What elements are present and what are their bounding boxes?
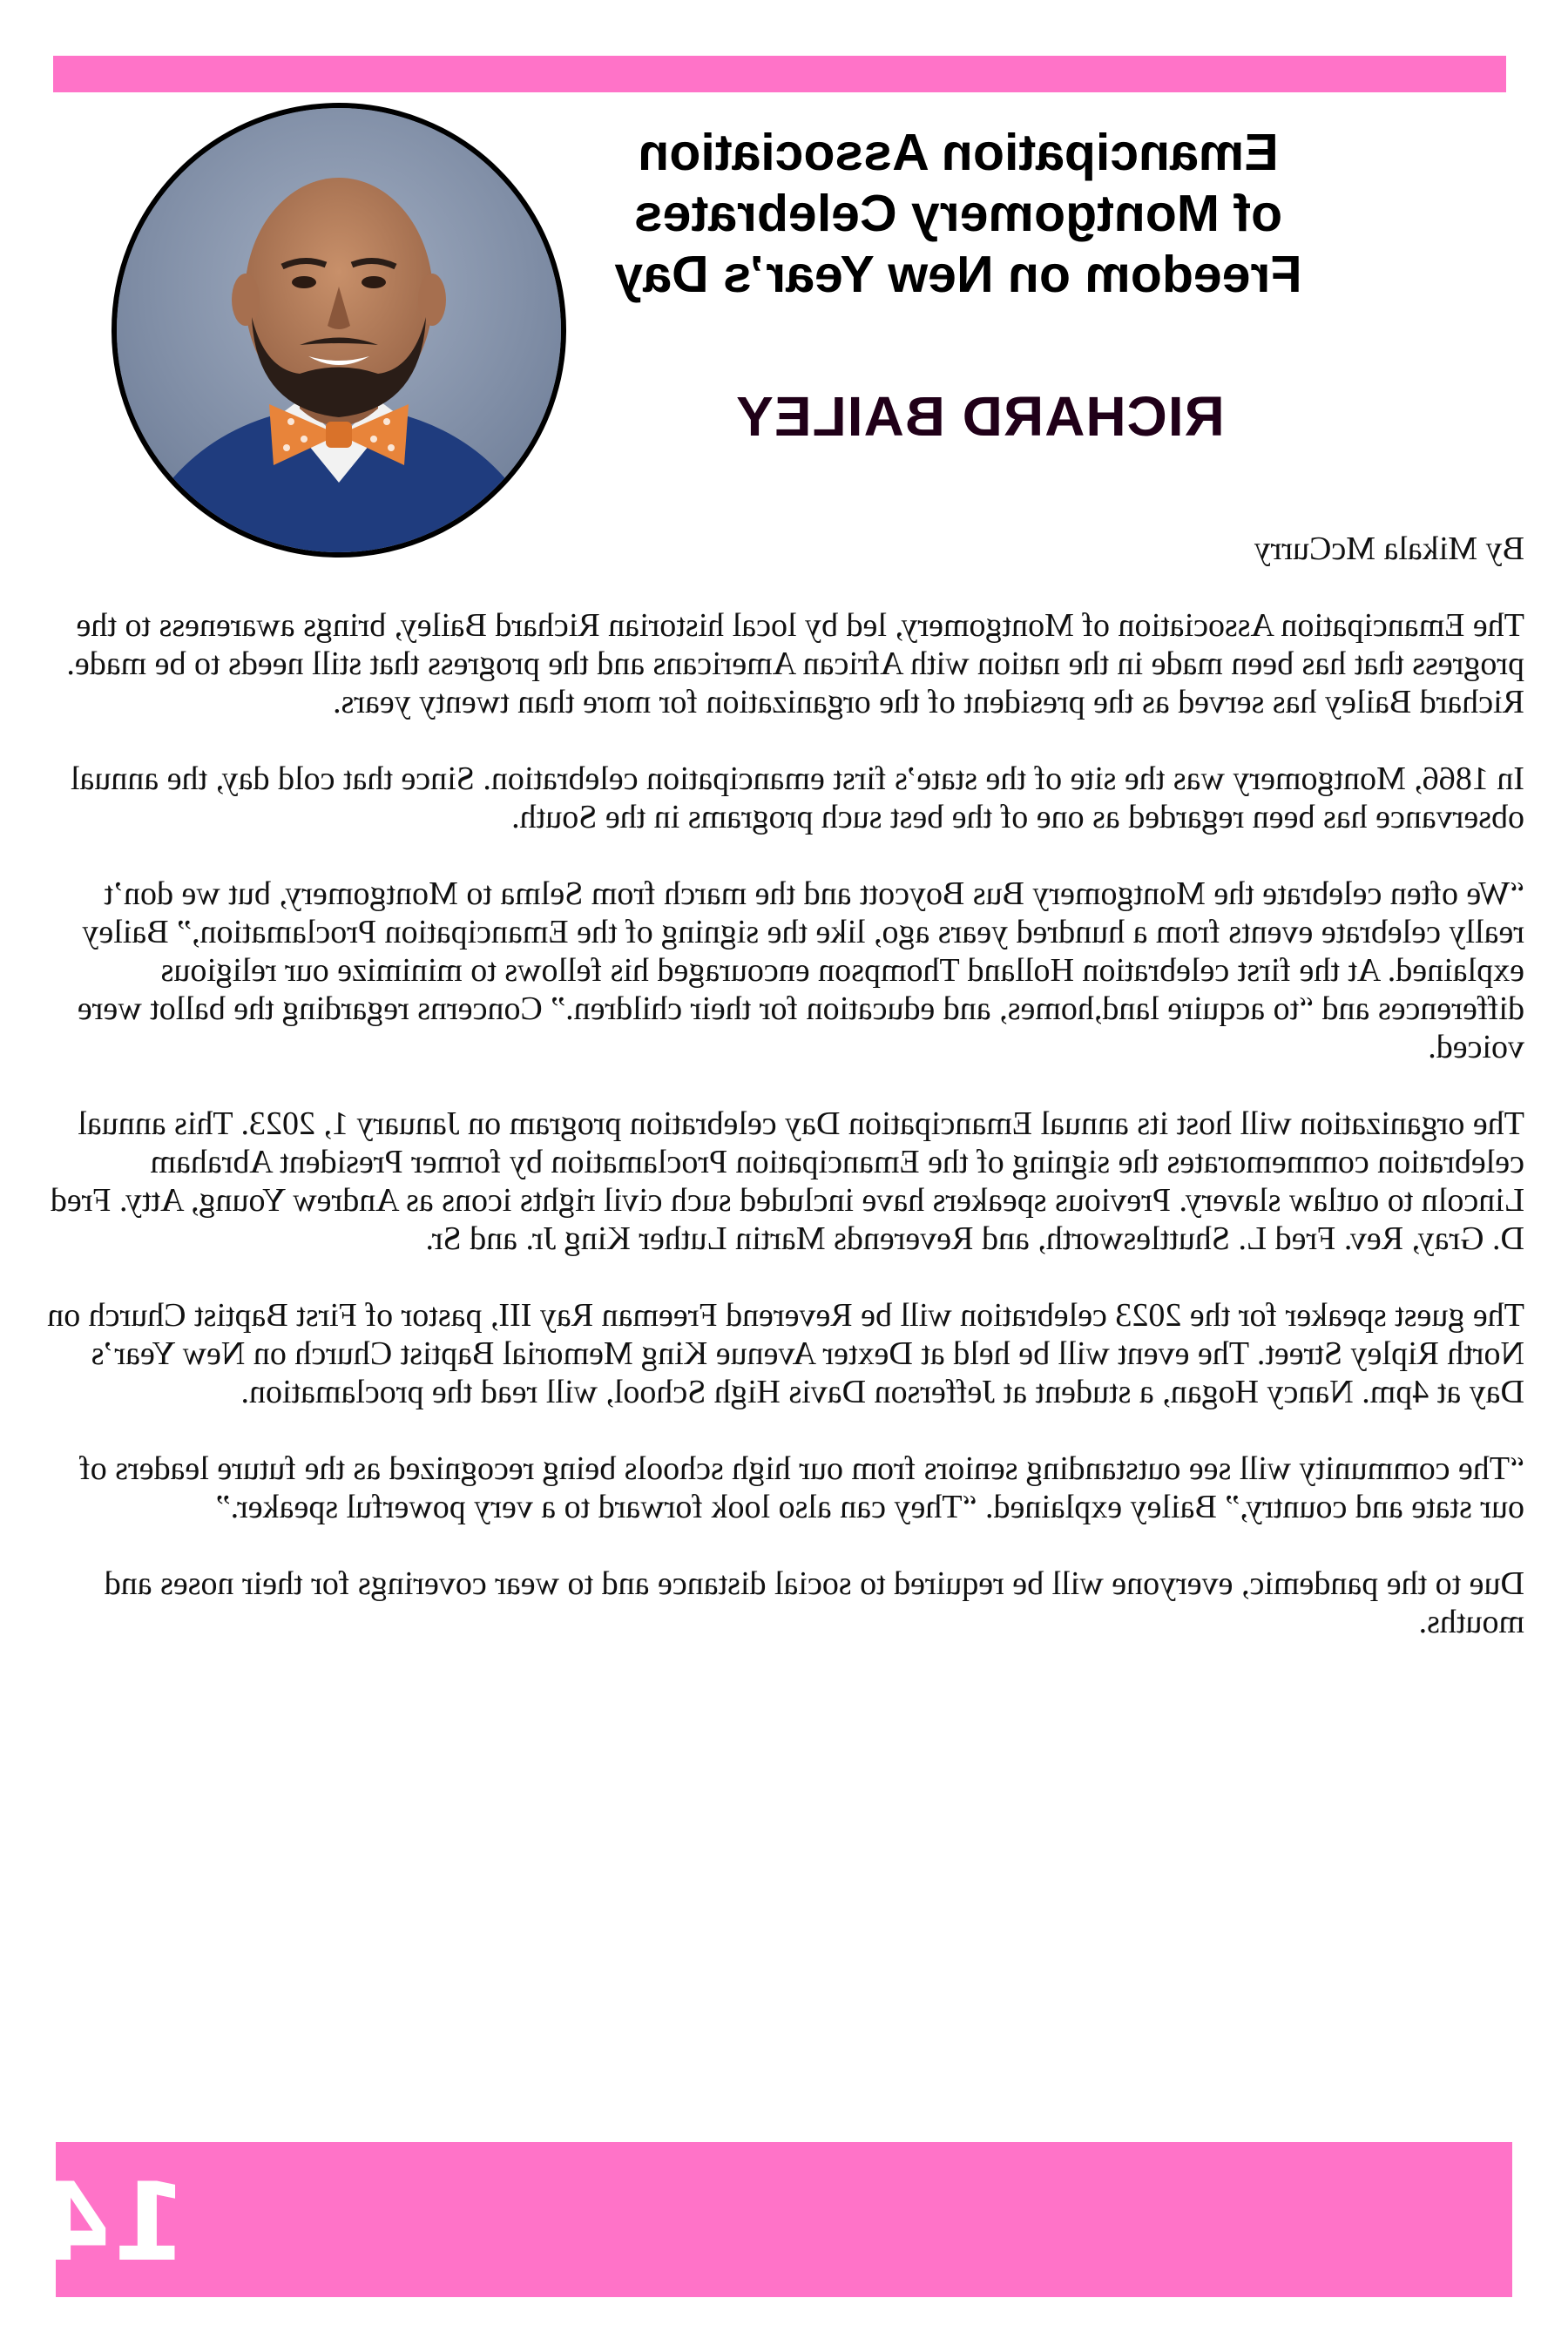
headline-line-1: Emancipation Association — [638, 124, 1279, 181]
paragraph-1: The Emancipation Association of Montgomery, led by local historian Richard Bailey, brings awareness to the progress that has been made in the nation with African Americans and the progress that still needs to be made. Richard Bailey has served as the president of the organization for more than twenty years. — [66, 607, 1524, 720]
top-accent-bar — [53, 56, 1506, 92]
headline-line-3: Freedom on New Year’s Day — [614, 246, 1302, 303]
paragraph-2: In 1866, Montgomery was the site of the state’s first emancipation celebration. Since that cold day, the annual observance has been regarded as one of the best such programs in the South. — [70, 760, 1524, 835]
paragraph-4: The organization will host its annual Emancipation Day celebration program on January 1, 2023. This annual celebration commemorates the signing of the Emancipation Proclamation by former President Abraham Lincoln to outlaw slavery. Previous speakers have included such civil rights icons as Andrew Young, Atty. Fred D. Gray, Rev. Fred L. Shuttlesworth, and Reverends Martin Luther King Jr. and Sr. — [50, 1105, 1524, 1257]
page-number: 14 — [33, 2160, 187, 2286]
article-headline — [592, 122, 1324, 305]
paragraph-5: The guest speaker for the 2023 celebration will be Reverend Freeman Ray III, pastor of First Baptist Church on North Ripley Street. The event will be held at Dexter Avenue King Memorial Baptist Church on New Year’s Day at 4pm. Nancy Hogan, a student at Jefferson Davis High School, will read the proclamation. — [47, 1297, 1524, 1410]
paragraph-7: Due to the pandemic, everyone will be required to social distance and to wear coverings for their noses and mouths. — [104, 1565, 1524, 1640]
paragraph-6: “The community will see outstanding seniors from our high schools being recognized as the future leaders of our state and country,” Bailey explained. “They can also look forward to a very powerful speaker.” — [79, 1450, 1524, 1525]
bottom-accent-bar — [33, 2142, 1512, 2297]
paragraph-3: “We often celebrate the Montgomery Bus Boycott and the march from Selma to Montgomery, but we don’t really celebrate events from a hundred years ago, like the signing of the Emancipation Proclamation,” Bailey explained. At the first celebration Holland Thompson encouraged his fellows to minimize our religious differences and “to acquire land,homes, and education for their children.” Concerns regarding the ballot were voiced. — [77, 875, 1524, 1065]
headline-line-2: of Montgomery Celebrates — [633, 185, 1283, 242]
article-body — [44, 530, 1524, 1680]
featured-person-name: RICHARD BAILEY — [735, 385, 1225, 448]
byline: By Mikala McCurry — [1254, 531, 1524, 567]
author-portrait-photo — [112, 103, 566, 558]
